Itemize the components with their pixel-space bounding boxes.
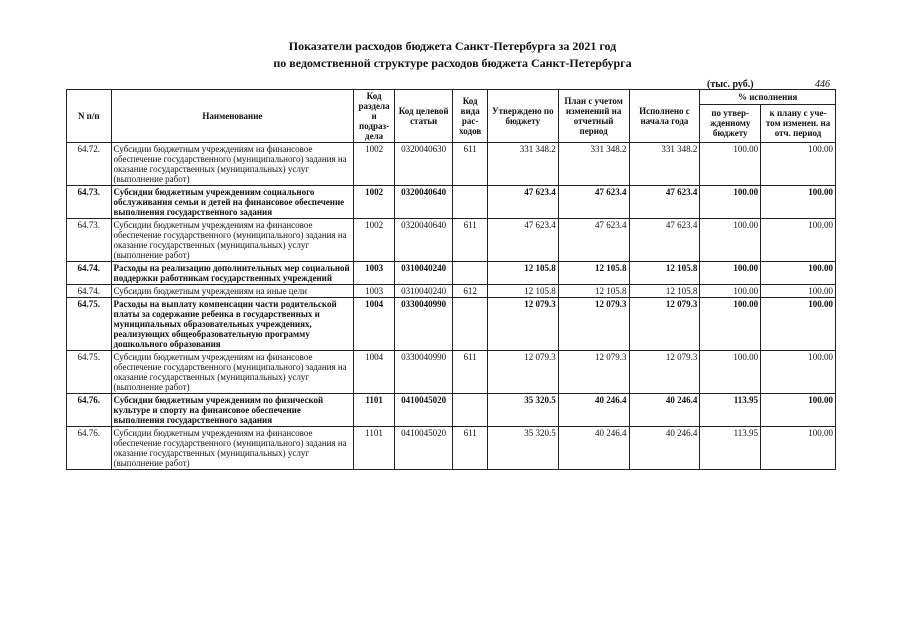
header-executed: Исполнено с начала года xyxy=(629,90,700,143)
row-pct-plan: 100.00 xyxy=(761,143,836,186)
row-pct-approved: 100.00 xyxy=(700,285,761,298)
header-pct-group: % исполнения xyxy=(700,90,836,105)
table-row xyxy=(67,427,836,470)
row-executed: 40 246.4 xyxy=(629,427,700,470)
header-section: Код раздела и подраз-дела xyxy=(354,90,394,143)
budget-table xyxy=(66,89,836,470)
row-pct-approved: 100.00 xyxy=(700,143,761,186)
row-section: 1101 xyxy=(354,394,394,427)
row-pct-plan: 100.00 xyxy=(761,262,836,285)
row-executed: 40 246.4 xyxy=(629,394,700,427)
row-num: 64.75. xyxy=(67,351,112,394)
row-name: Субсидии бюджетным учреждениям на финансовое обеспечение государственного (муниципального) задания на оказание государственных (муниципальных) услуг (выполнение работ) xyxy=(111,219,354,262)
row-section: 1004 xyxy=(354,351,394,394)
row-approved: 47 623.4 xyxy=(487,186,558,219)
row-section: 1002 xyxy=(354,219,394,262)
table-body xyxy=(67,143,836,470)
header-num: N п/п xyxy=(67,90,112,143)
row-num: 64.73. xyxy=(67,186,112,219)
row-pct-plan: 100.00 xyxy=(761,186,836,219)
row-section: 1004 xyxy=(354,298,394,351)
row-type: 611 xyxy=(453,219,487,262)
table-row xyxy=(67,262,836,285)
row-executed: 12 105.8 xyxy=(629,285,700,298)
header-target: Код целевой статьи xyxy=(394,90,453,143)
row-type: 612 xyxy=(453,285,487,298)
row-pct-approved: 100.00 xyxy=(700,219,761,262)
row-pct-plan: 100.00 xyxy=(761,427,836,470)
row-pct-plan: 100.00 xyxy=(761,219,836,262)
header-name: Наименование xyxy=(111,90,354,143)
row-approved: 12 105.8 xyxy=(487,285,558,298)
row-plan: 47 623.4 xyxy=(558,219,629,262)
row-pct-plan: 100.00 xyxy=(761,394,836,427)
row-plan: 47 623.4 xyxy=(558,186,629,219)
row-approved: 12 105.8 xyxy=(487,262,558,285)
row-executed: 12 079.3 xyxy=(629,351,700,394)
row-pct-approved: 113.95 xyxy=(700,427,761,470)
row-pct-approved: 100.00 xyxy=(700,186,761,219)
report-title: Показатели расходов бюджета Санкт-Петербурга за 2021 год xyxy=(288,39,617,53)
row-section: 1003 xyxy=(354,285,394,298)
row-section: 1101 xyxy=(354,427,394,470)
row-approved: 47 623.4 xyxy=(487,219,558,262)
row-target: 0310040240 xyxy=(394,262,453,285)
row-approved: 12 079.3 xyxy=(487,298,558,351)
row-executed: 12 079.3 xyxy=(629,298,700,351)
row-executed: 47 623.4 xyxy=(629,219,700,262)
row-executed: 47 623.4 xyxy=(629,186,700,219)
table-row xyxy=(67,298,836,351)
row-num: 64.74. xyxy=(67,285,112,298)
row-pct-approved: 100.00 xyxy=(700,262,761,285)
row-target: 0320040630 xyxy=(394,143,453,186)
row-num: 64.72. xyxy=(67,143,112,186)
row-name: Расходы на реализацию дополнительных мер социальной поддержки работникам государственных учреждений xyxy=(111,262,354,285)
row-name: Субсидии бюджетным учреждениям на финансовое обеспечение государственного (муниципального) задания на оказание государственных (муниципальных) услуг (выполнение работ) xyxy=(111,351,354,394)
row-target: 0320040640 xyxy=(394,219,453,262)
row-name: Субсидии бюджетным учреждениям на иные цели xyxy=(111,285,354,298)
row-name: Субсидии бюджетным учреждениям по физической культуре и спорту на финансовое обеспечение выполнения государственного задания xyxy=(111,394,354,427)
row-pct-plan: 100.00 xyxy=(761,285,836,298)
row-pct-plan: 100.00 xyxy=(761,298,836,351)
row-plan: 331 348.2 xyxy=(558,143,629,186)
row-target: 0310040240 xyxy=(394,285,453,298)
row-approved: 12 079.3 xyxy=(487,351,558,394)
table-row xyxy=(67,143,836,186)
row-approved: 35 320.5 xyxy=(487,427,558,470)
row-approved: 35 320.5 xyxy=(487,394,558,427)
header-pct-approved: по утвер-жденному бюджету xyxy=(700,104,761,142)
header-approved: Утверждено по бюджету xyxy=(487,90,558,143)
row-plan: 40 246.4 xyxy=(558,427,629,470)
row-name: Субсидии бюджетным учреждениям на финансовое обеспечение государственного (муниципального) задания на оказание государственных (муниципальных) услуг (выполнение работ) xyxy=(111,427,354,470)
row-target: 0410045020 xyxy=(394,427,453,470)
row-plan: 12 079.3 xyxy=(558,298,629,351)
row-type: 611 xyxy=(453,143,487,186)
row-type: 611 xyxy=(453,427,487,470)
table-row xyxy=(67,285,836,298)
row-target: 0330040990 xyxy=(394,351,453,394)
row-plan: 12 079.3 xyxy=(558,351,629,394)
row-type xyxy=(453,262,487,285)
row-type xyxy=(453,186,487,219)
row-type xyxy=(453,298,487,351)
table-row xyxy=(67,351,836,394)
table-row xyxy=(67,394,836,427)
row-pct-plan: 100.00 xyxy=(761,351,836,394)
row-target: 0330040990 xyxy=(394,298,453,351)
header-type: Код вида рас-ходов xyxy=(453,90,487,143)
row-section: 1002 xyxy=(354,186,394,219)
row-executed: 331 348.2 xyxy=(629,143,700,186)
page-number: 446 xyxy=(815,79,830,90)
row-num: 64.74. xyxy=(67,262,112,285)
table-row xyxy=(67,219,836,262)
header-plan: План с учетом изменений на отчетный период xyxy=(558,90,629,143)
row-num: 64.76. xyxy=(67,427,112,470)
row-type xyxy=(453,394,487,427)
row-type: 611 xyxy=(453,351,487,394)
units-label: (тыс. руб.) xyxy=(707,79,754,90)
row-plan: 12 105.8 xyxy=(558,262,629,285)
row-num: 64.76. xyxy=(67,394,112,427)
row-plan: 40 246.4 xyxy=(558,394,629,427)
row-section: 1003 xyxy=(354,262,394,285)
table-row xyxy=(67,186,836,219)
header-pct-plan: к плану с уче-том изменен. на отч. период xyxy=(761,104,836,142)
row-name: Расходы на выплату компенсации части родительской платы за содержание ребенка в государственных и муниципальных образовательных учреждениях, реализующих общеобразовательную программу дошкольного образования xyxy=(111,298,354,351)
row-pct-approved: 100.00 xyxy=(700,298,761,351)
report-subtitle: по ведомственной структуре расходов бюджета Санкт-Петербурга xyxy=(273,56,632,70)
row-target: 0410045020 xyxy=(394,394,453,427)
row-target: 0320040640 xyxy=(394,186,453,219)
header-row xyxy=(67,90,836,105)
row-pct-approved: 113.95 xyxy=(700,394,761,427)
row-approved: 331 348.2 xyxy=(487,143,558,186)
row-section: 1002 xyxy=(354,143,394,186)
row-pct-approved: 100.00 xyxy=(700,351,761,394)
row-num: 64.73. xyxy=(67,219,112,262)
row-name: Субсидии бюджетным учреждениям на финансовое обеспечение государственного (муниципального) задания на оказание государственных (муниципальных) услуг (выполнение работ) xyxy=(111,143,354,186)
row-executed: 12 105.8 xyxy=(629,262,700,285)
row-num: 64.75. xyxy=(67,298,112,351)
row-plan: 12 105.8 xyxy=(558,285,629,298)
row-name: Субсидии бюджетным учреждениям социального обслуживания семьи и детей на финансовое обеспечение выполнения государственного задания xyxy=(111,186,354,219)
